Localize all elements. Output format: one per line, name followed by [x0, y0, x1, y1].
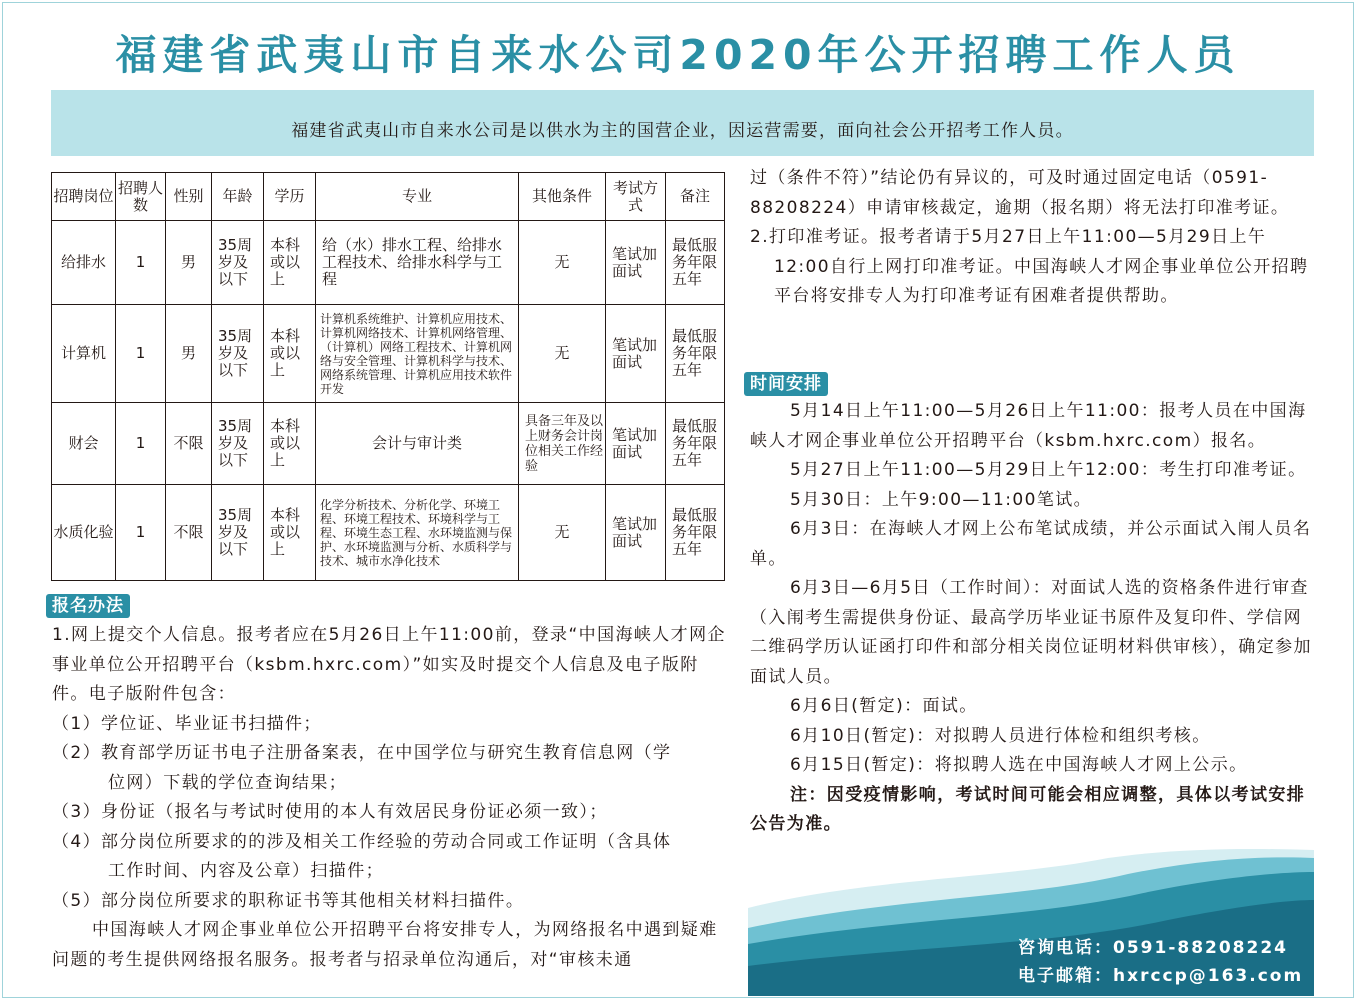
cell-sex: 男	[166, 305, 212, 403]
cell-num: 1	[116, 403, 166, 485]
cell-age: 35周岁及以下	[212, 485, 264, 581]
header-cell: 招聘岗位	[52, 173, 116, 221]
schedule-item: 6月6日(暂定)：面试。	[790, 696, 978, 716]
cell-note: 最低服务年限五年	[666, 305, 725, 403]
header-cell: 其他条件	[519, 173, 606, 221]
table-header-row	[52, 173, 725, 221]
signup-service-note-cont: 过（条件不符）”结论仍有异议的，可及时通过固定电话（0591-88208224）申请审核裁定，逾期（报名期）将无法打印准考证。	[750, 168, 1290, 218]
cell-sex: 不限	[166, 485, 212, 581]
cell-num: 1	[116, 221, 166, 305]
cell-age: 35周岁及以下	[212, 305, 264, 403]
table-row	[52, 305, 725, 403]
signup-body-right	[750, 164, 1318, 312]
cell-note: 最低服务年限五年	[666, 485, 725, 581]
schedule-item: 5月14日上午11:00—5月26日上午11:00：报考人员在中国海峡人才网企事业单位公开招聘平台（ksbm.hxrc.com）报名。	[750, 401, 1307, 451]
header-cell: 备注	[666, 173, 725, 221]
schedule-item: 6月3日—6月5日（工作时间）：对面试人选的资格条件进行审查（入闱考生需提供身份证、最高学历毕业证书原件及复印件、学信网二维码学历认证函打印件和部分相关岗位证明材料供审核），确定参加面试人员。	[750, 578, 1312, 687]
cell-exam: 笔试加面试	[606, 221, 666, 305]
cell-age: 35周岁及以下	[212, 403, 264, 485]
cell-exam: 笔试加面试	[606, 485, 666, 581]
cell-post: 计算机	[52, 305, 116, 403]
schedule-item: 5月27日上午11:00—5月29日上午12:00：考生打印准考证。	[790, 460, 1307, 480]
schedule-note: 注：因受疫情影响，考试时间可能会相应调整，具体以考试安排公告为准。	[750, 784, 1306, 834]
cell-other: 具备三年及以上财务会计岗位相关工作经验	[519, 403, 606, 485]
schedule-body	[750, 397, 1318, 840]
header-cell: 专业	[316, 173, 519, 221]
cell-major: 给（水）排水工程、给排水工程技术、给排水科学与工程	[316, 221, 519, 305]
cell-edu: 本科或以上	[264, 485, 316, 581]
cell-sex: 男	[166, 221, 212, 305]
signup-item-2-cont: 位网）下载的学位查询结果；	[108, 772, 348, 793]
cell-age: 35周岁及以下	[212, 221, 264, 305]
signup-body	[52, 621, 732, 975]
cell-num: 1	[116, 305, 166, 403]
schedule-item: 6月15日(暂定)：将拟聘人选在中国海峡人才网上公示。	[790, 755, 1248, 775]
cell-note: 最低服务年限五年	[666, 403, 725, 485]
contact-email: 电子邮箱：hxrccp@163.com	[1018, 966, 1304, 986]
signup-item-3: （3）身份证（报名与考试时使用的本人有效居民身份证必须一致）；	[52, 802, 608, 822]
signup-service-note: 中国海峡人才网企事业单位公开招聘平台将安排专人，为网络报名中遇到疑难问题的考生提供网络报名服务。报考者与招录单位沟通后，对“审核未通	[52, 920, 718, 970]
schedule-section-label: 时间安排	[744, 372, 828, 396]
cell-other: 无	[519, 485, 606, 581]
signup-item-5: （5）部分岗位所要求的职称证书等其他相关材料扫描件。	[52, 890, 525, 911]
cell-post: 给排水	[52, 221, 116, 305]
page-title: 福建省武夷山市自来水公司2020年公开招聘工作人员	[115, 31, 1241, 79]
intro-band	[51, 90, 1314, 156]
cell-edu: 本科或以上	[264, 305, 316, 403]
header-cell: 考试方式	[606, 173, 666, 221]
header-cell: 性别	[166, 173, 212, 221]
signup-item-2: （2）教育部学历证书电子注册备案表，在中国学位与研究生教育信息网（学	[52, 743, 672, 763]
cell-major: 计算机系统维护、计算机应用技术、计算机网络技术、计算机网络管理、（计算机）网络工程技术、计算机网络与安全管理、计算机科学与技术、网络系统管理、计算机应用技术软件开发	[316, 305, 519, 403]
contact-phone: 咨询电话：0591-88208224	[1018, 938, 1288, 958]
header-cell: 招聘人数	[116, 173, 166, 221]
cell-num: 1	[116, 485, 166, 581]
header-cell: 学历	[264, 173, 316, 221]
cell-edu: 本科或以上	[264, 221, 316, 305]
table-row	[52, 485, 725, 581]
table-row	[52, 403, 725, 485]
cell-note: 最低服务年限五年	[666, 221, 725, 305]
header-cell: 年龄	[212, 173, 264, 221]
signup-step-1: 1.网上提交个人信息。报考者应在5月26日上午11:00前，登录“中国海峡人才网企事业单位公开招聘平台（ksbm.hxrc.com）”如实及时提交个人信息及电子版附件。电子版附件包含：	[52, 625, 726, 704]
cell-exam: 笔试加面试	[606, 305, 666, 403]
intro-text: 福建省武夷山市自来水公司是以供水为主的国营企业，因运营需要，面向社会公开招考工作人员。	[291, 121, 1074, 141]
table-row	[52, 221, 725, 305]
schedule-item: 6月3日：在海峡人才网上公布笔试成绩，并公示面试入闱人员名单。	[750, 519, 1312, 569]
signup-item-4: （4）部分岗位所要求的的涉及相关工作经验的劳动合同或工作证明（含具体	[52, 831, 672, 852]
signup-section-label: 报名办法	[46, 594, 130, 618]
cell-major: 化学分析技术、分析化学、环境工程、环境工程技术、环境科学与工程、环境生态工程、水环境监测与保护、水环境监测与分析、水质科学与技术、城市水净化技术	[316, 485, 519, 581]
signup-item-1: （1）学位证、毕业证书扫描件；	[52, 713, 322, 734]
signup-step-2: 2.打印准考证。报考者请于5月27日上午11:00—5月29日上午12:00自行上网打印准考证。中国海峡人才网企事业单位公开招聘平台将安排专人为打印准考证有困难者提供帮助。	[750, 227, 1309, 306]
cell-major: 会计与审计类	[316, 403, 519, 485]
cell-exam: 笔试加面试	[606, 403, 666, 485]
cell-other: 无	[519, 221, 606, 305]
schedule-item: 5月30日：上午9:00—11:00笔试。	[790, 489, 1093, 510]
cell-edu: 本科或以上	[264, 403, 316, 485]
cell-post: 财会	[52, 403, 116, 485]
cell-sex: 不限	[166, 403, 212, 485]
schedule-item: 6月10日(暂定)：对拟聘人员进行体检和组织考核。	[790, 725, 1211, 746]
cell-other: 无	[519, 305, 606, 403]
signup-item-4-cont: 工作时间、内容及公章）扫描件；	[108, 861, 384, 881]
positions-table	[51, 172, 725, 581]
cell-post: 水质化验	[52, 485, 116, 581]
